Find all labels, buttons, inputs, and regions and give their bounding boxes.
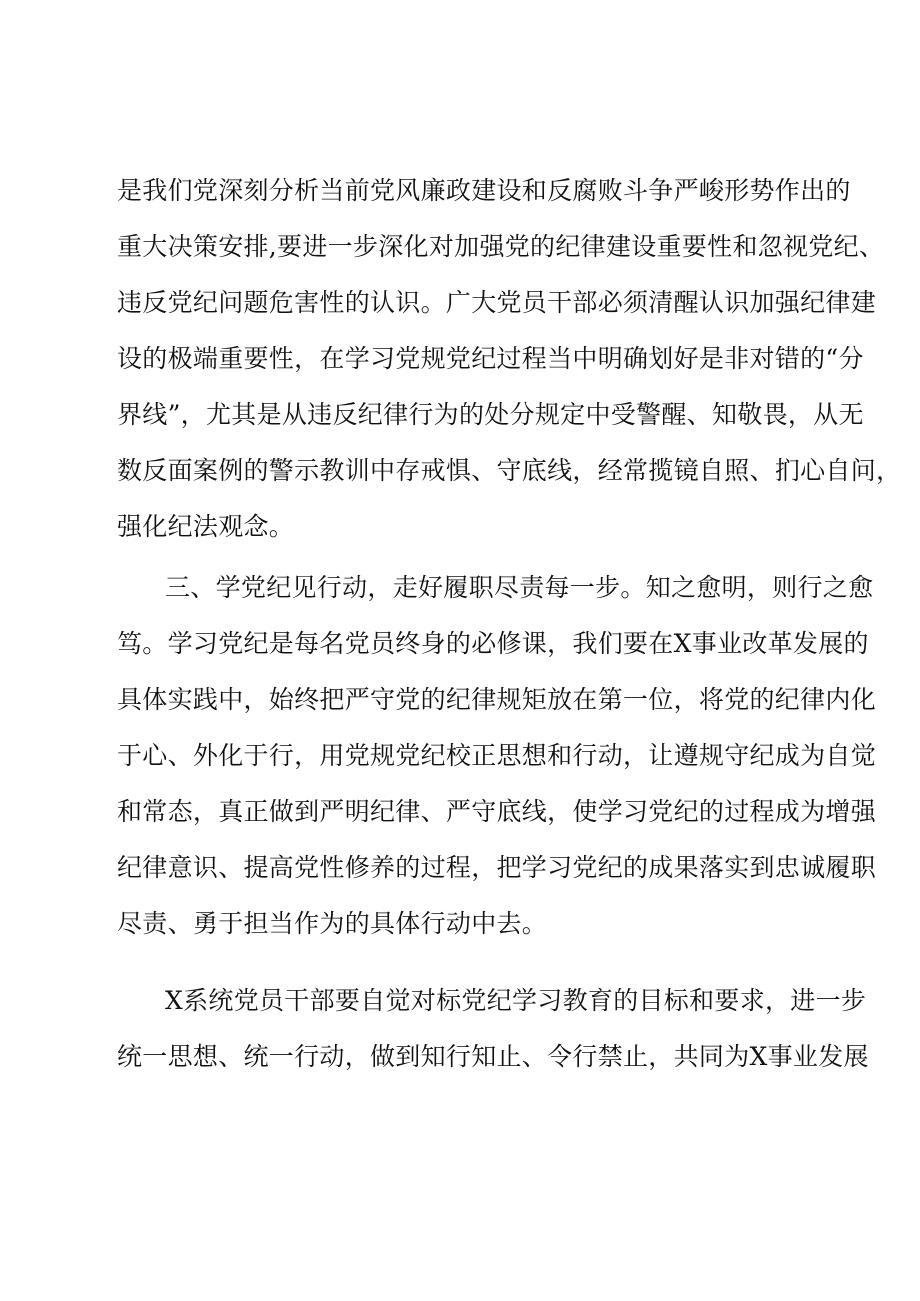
paragraph-1-line-7: 强化纪法观念。 [117, 512, 295, 541]
paragraph-1-line-6: 数反面案例的警示教训中存戒惧、守底线，经常揽镜自照、扪心自问， [117, 456, 902, 485]
paragraph-2-line-6: 纪律意识、提高党性修养的过程，把学习党纪的成果落实到忠诚履职 [117, 853, 877, 882]
paragraph-2-line-1: 三、学党纪见行动，走好履职尽责每一步。知之愈明，则行之愈 [165, 573, 874, 602]
paragraph-1-line-3: 违反党纪问题危害性的认识。广大党员干部必须清醒认识加强纪律建 [117, 288, 877, 317]
paragraph-3-line-2: 统一思想、统一行动，做到知行知止、令行禁止，共同为X事业发展 [117, 1042, 869, 1071]
paragraph-1-line-2: 重大决策安排,要进一步深化对加强党的纪律建设重要性和忽视党纪、 [117, 232, 885, 261]
paragraph-3-line-1: X系统党员干部要自觉对标党纪学习教育的目标和要求，进一步 [165, 986, 867, 1015]
paragraph-2-line-7: 尽责、勇于担当作为的具体行动中去。 [117, 909, 548, 938]
paragraph-2-line-3: 具体实践中，始终把严守党的纪律规矩放在第一位，将党的纪律内化 [117, 685, 877, 714]
paragraph-1-line-4: 设的极端重要性，在学习党规党纪过程当中明确划好是非对错的“分 [117, 344, 864, 373]
paragraph-1-line-5: 界线”，尤其是从违反纪律行为的处分规定中受警醒、知敬畏，从无 [117, 400, 864, 429]
paragraph-2-line-5: 和常态，真正做到严明纪律、严守底线，使学习党纪的过程成为增强 [117, 797, 877, 826]
paragraph-2-line-4: 于心、外化于行，用党规党纪校正思想和行动，让遵规守纪成为自觉 [117, 741, 877, 770]
paragraph-1-line-1: 是我们党深刻分析当前党风廉政建设和反腐败斗争严峻形势作出的 [117, 176, 851, 205]
paragraph-2-line-2: 笃。学习党纪是每名党员终身的必修课，我们要在X事业改革发展的 [117, 629, 869, 658]
